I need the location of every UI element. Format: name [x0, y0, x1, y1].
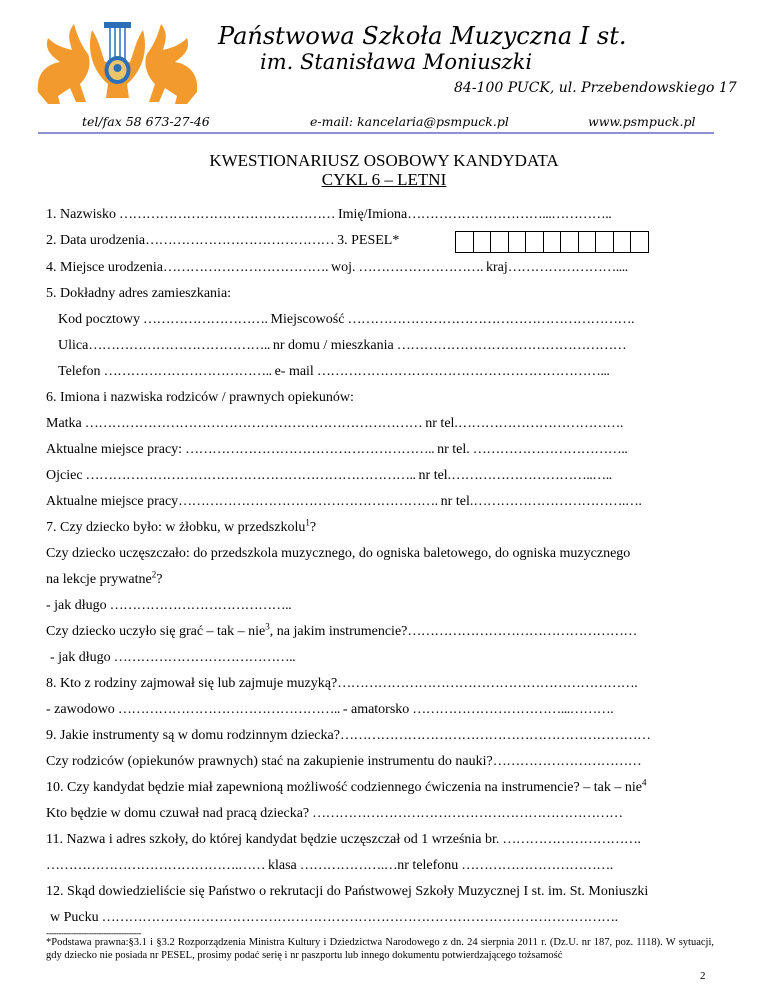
- school-logo: [30, 12, 205, 115]
- pesel-cell[interactable]: [490, 231, 509, 253]
- q7c-footnote-ref: 3: [265, 621, 270, 632]
- pesel-cell[interactable]: [630, 231, 649, 253]
- how-long-label-2: - jak długo: [50, 650, 111, 665]
- q8-prof-row: - zawodowo ………………………………………….. - amatorsko ……………………………...……….: [46, 702, 614, 717]
- lyre-griffins-logo-icon: [30, 12, 205, 110]
- q10-label: 10. Czy kandydat będzie miał zapewnioną możliwość codziennego ćwiczenia na instrumencie? – tak – nie: [46, 780, 642, 795]
- school-name-line2: im. Stanisława Moniuszki: [260, 50, 533, 74]
- q11-label: 11. Nazwa i adres szkoły, do której kandydat będzie uczęszczał od 1 września br.: [46, 832, 500, 847]
- pesel-cell[interactable]: [525, 231, 544, 253]
- how-long-row-2: - jak długo …………………………………..: [50, 650, 296, 665]
- father-work-row: Aktualne miejsce pracy…………………………………………………. nr tel.…………………………….….: [46, 494, 642, 509]
- q4-label-birthplace: 4. Miejsce urodzenia: [46, 260, 164, 275]
- q11-phone-label: nr telefonu: [397, 858, 459, 873]
- page-number: 2: [700, 970, 706, 982]
- q7b-line2: [46, 569, 163, 588]
- q5-label-street: Ulica: [58, 338, 89, 353]
- q9b-label: Czy rodziców (opiekunów prawnych) stać na zakupienie instrumentu do nauki?: [46, 754, 493, 769]
- pesel-cell[interactable]: [560, 231, 579, 253]
- q4-label-country: kraj: [486, 260, 508, 275]
- q5-row-street: Ulica………………………………….. nr domu / mieszkania ……………………………………………: [58, 338, 627, 353]
- footnote-text: *Podstawa prawna:§3.1 i §3.2 Rozporządzenia Ministra Kultury i Dziedzictwa Narodowego z dn. 24 sierpnia 2011 r. (Dz.U. nr 187, poz. 1118). W sytuacji, gdy dziecko nie posiada nr PESEL, prosimy podać serię i nr paszportu lub innego dokumentu potwierdzającego tożsamość: [46, 937, 714, 961]
- q5-row-phone: Telefon ……………………………….. e- mail ………………………………………………………...: [58, 364, 610, 379]
- pesel-cell[interactable]: [595, 231, 614, 253]
- school-address: 84-100 PUCK, ul. Przebendowskiego 17: [454, 80, 737, 96]
- header-divider: [38, 132, 714, 134]
- q8-amateur-label: - amatorsko: [342, 702, 410, 717]
- q2-label-birthdate: 2. Data urodzenia: [46, 233, 146, 248]
- father-work-label: Aktualne miejsce pracy: [46, 494, 179, 509]
- q11-row-2: …………………………………….…… klasa ……………….…nr telefonu …………………………….: [46, 858, 613, 873]
- q12-line1: 12. Skąd dowiedzieliście się Państwo o rekrutacji do Państwowej Szkoły Muzycznej I st. im. St. Moniuszki: [46, 884, 649, 899]
- q7-end: ?: [309, 520, 317, 535]
- mother-work-phone-label: nr tel.: [437, 442, 470, 457]
- q9b-row: Czy rodziców (opiekunów prawnych) stać na zakupienie instrumentu do nauki?……………………………: [46, 754, 642, 769]
- q5-label-phone: Telefon: [58, 364, 101, 379]
- mother-row: Matka ………………………………………………………………… nr tel.……………………………….: [46, 416, 623, 431]
- q7c-row: Czy dziecko uczyło się grać – tak – nie$^3$, na jakim instrumencie?……………………………………………: [46, 621, 637, 639]
- q5-row-postal: Kod pocztowy ………………………. Miejscowość ……………………………………………………….: [58, 312, 634, 327]
- mother-phone-label: nr tel.: [425, 416, 458, 431]
- how-long-row-1: - jak długo …………………………………..: [46, 598, 292, 613]
- mother-work-label: Aktualne miejsce pracy:: [46, 442, 183, 457]
- q7-label: 7. Czy dziecko było: w żłobku, w przedszkolu: [46, 520, 306, 535]
- how-long-label-1: - jak długo: [46, 598, 107, 613]
- q7-row: [46, 517, 317, 536]
- q6-heading: 6. Imiona i nazwiska rodziców / prawnych opiekunów:: [46, 390, 354, 405]
- pesel-cell[interactable]: [578, 231, 597, 253]
- q10-row: [46, 777, 647, 796]
- q8-row: 8. Kto z rodziny zajmował się lub zajmuje muzyką?………………………………………………………….: [46, 676, 638, 691]
- q10b-label: Kto będzie w domu czuwał nad pracą dziecka?: [46, 806, 310, 821]
- q7b-footnote-ref: 2: [151, 569, 157, 580]
- mother-work-row: Aktualne miejsce pracy: ……………………………………………….. nr tel. ……………………………..: [46, 442, 628, 457]
- q11-row: 11. Nazwa i adres szkoły, do której kandydat będzie uczęszczał od 1 września br. ………………………….: [46, 832, 641, 847]
- form-title: KWESTIONARIUSZ OSOBOWY KANDYDATA: [209, 151, 559, 170]
- q7b-line1: Czy dziecko uczęszczało: do przedszkola muzycznego, do ogniska baletowego, do ogniska muzycznego: [46, 546, 631, 561]
- pesel-cell[interactable]: [473, 231, 492, 253]
- contact-email[interactable]: e-mail: kancelaria@psmpuck.pl: [310, 114, 509, 129]
- q9-label: 9. Jakie instrumenty są w domu rodzinnym dziecka?: [46, 728, 340, 743]
- form-subtitle: CYKL 6 – LETNI: [321, 170, 447, 189]
- q4-label-voivodeship: woj.: [331, 260, 356, 275]
- pesel-cell[interactable]: [455, 231, 474, 253]
- q12-line2: w Pucku …………………………………………………………………………………………………….: [50, 910, 618, 925]
- q2-row: 2. Data urodzenia…………………………………… 3. PESEL*: [46, 233, 400, 248]
- father-work-phone-label: nr tel.: [440, 494, 474, 509]
- father-label: Ojciec: [46, 468, 83, 483]
- q5-label-city: Miejscowość: [270, 312, 345, 327]
- father-phone-label: nr tel.: [418, 468, 452, 483]
- q1-row: 1. Nazwisko ………………………………………… Imię/Imiona…………………………...…………..: [46, 207, 612, 222]
- pesel-boxes[interactable]: [456, 231, 649, 253]
- school-name-line1: Państwowa Szkoła Muzyczna I st.: [218, 22, 627, 50]
- q8-prof-label: - zawodowo: [46, 702, 115, 717]
- q7c-end: , na jakim instrumencie?: [269, 624, 408, 639]
- q5-label-postal: Kod pocztowy: [58, 312, 141, 327]
- contact-website[interactable]: www.psmpuck.pl: [588, 114, 696, 129]
- mother-label: Matka: [46, 416, 82, 431]
- q5-heading: 5. Dokładny adres zamieszkania:: [46, 286, 232, 301]
- q7b-label: na lekcje prywatne: [46, 572, 152, 587]
- q7-footnote-ref: 1: [305, 517, 310, 528]
- father-row: Ojciec ……………………………………………………………….. nr tel.…………………………..…..: [46, 468, 612, 483]
- q10b-row: Kto będzie w domu czuwał nad pracą dziecka? ……………………………………………………………: [46, 806, 623, 821]
- contact-tel: tel/fax 58 673-27-46: [82, 114, 210, 129]
- q3-label-pesel: 3. PESEL*: [337, 233, 400, 248]
- q5-label-email: e- mail: [274, 364, 314, 379]
- q7b-end: ?: [156, 572, 163, 587]
- q7c-label: Czy dziecko uczyło się grać – tak – nie: [46, 624, 266, 639]
- q1-label-names: Imię/Imiona: [338, 207, 408, 222]
- pesel-cell[interactable]: [508, 231, 527, 253]
- pesel-cell[interactable]: [543, 231, 562, 253]
- q12-label-2: w Pucku: [50, 910, 99, 925]
- q4-row: 4. Miejsce urodzenia………………………………. woj. ………………………. kraj……………………....: [46, 260, 628, 275]
- pesel-cell[interactable]: [613, 231, 632, 253]
- q9-row: 9. Jakie instrumenty są w domu rodzinnym dziecka?……………………………………………………………: [46, 728, 651, 743]
- q8-label: 8. Kto z rodziny zajmował się lub zajmuje muzyką?: [46, 676, 338, 691]
- footnote-rule: --------------------------------------: [46, 928, 141, 938]
- q1-label-surname: 1. Nazwisko: [46, 207, 116, 222]
- q10-footnote-ref: 4: [641, 777, 647, 788]
- q11-class-label: klasa: [268, 858, 297, 873]
- q5-label-house: nr domu / mieszkania: [272, 338, 394, 353]
